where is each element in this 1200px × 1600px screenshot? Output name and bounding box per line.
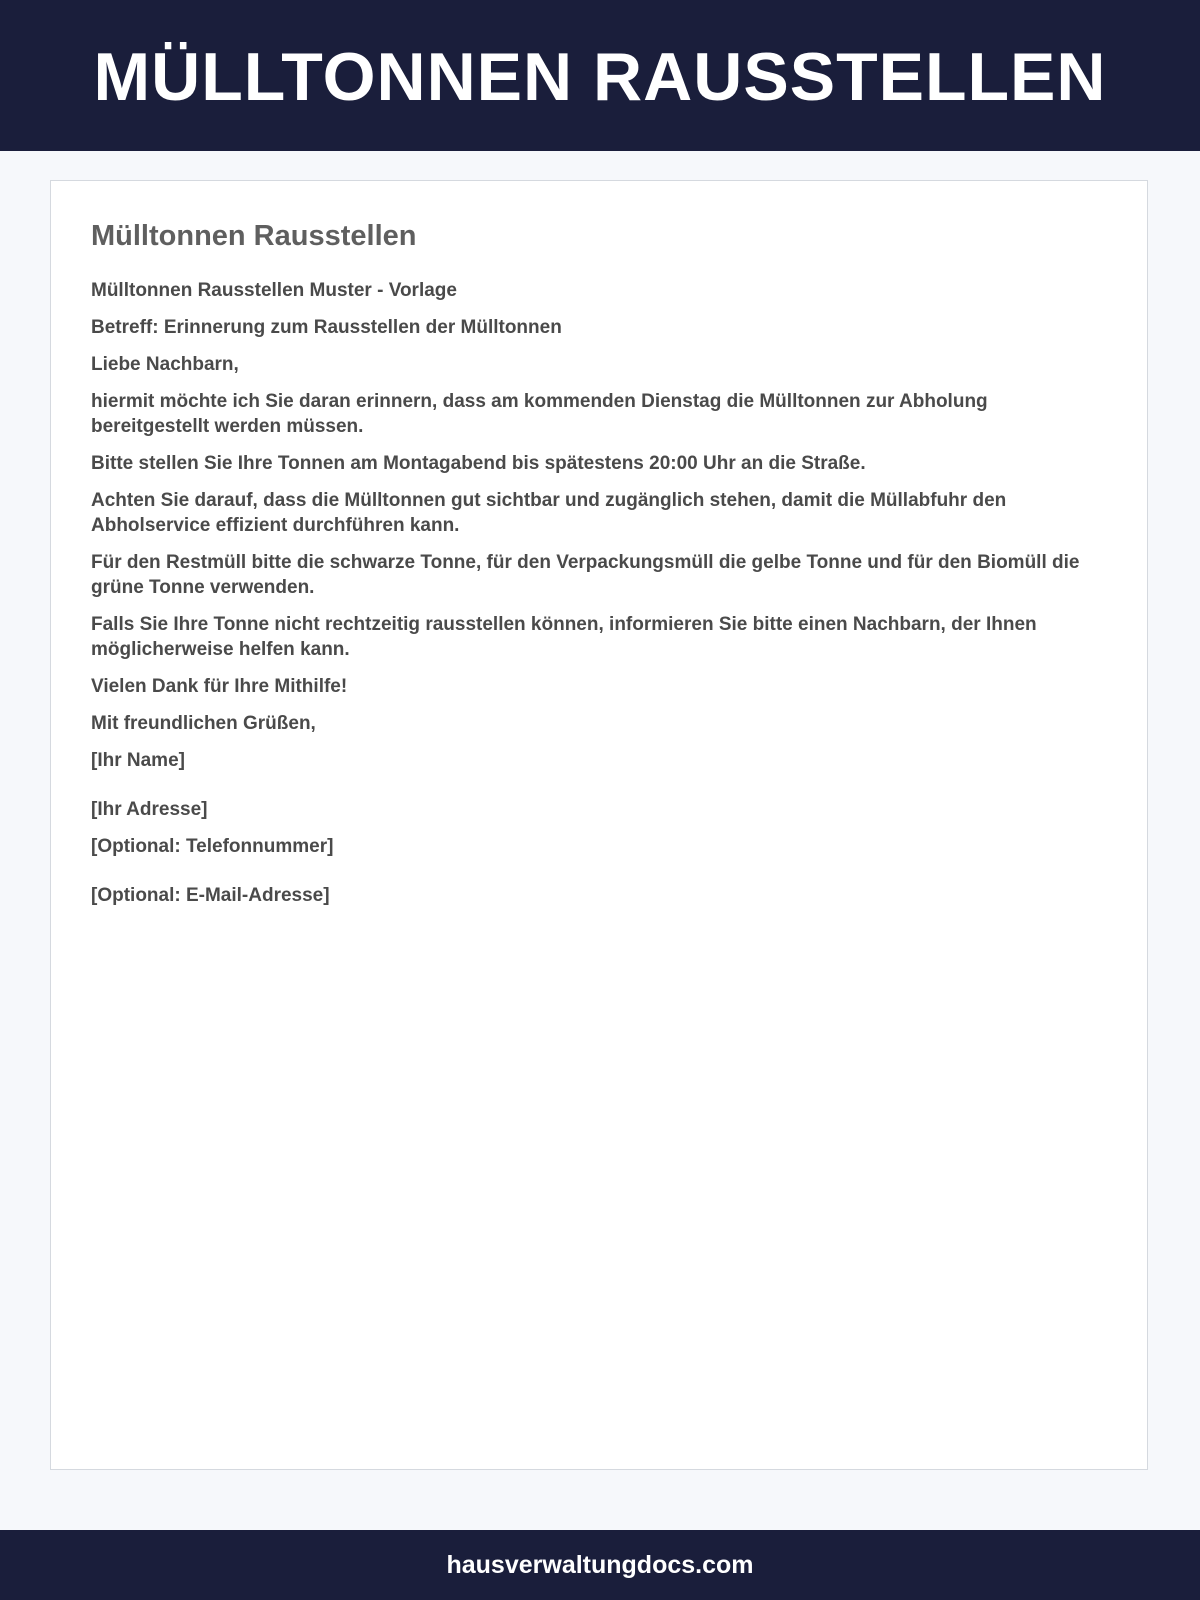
header-banner [0,0,1200,151]
template-subtitle: Mülltonnen Rausstellen Muster - Vorlage [91,279,457,301]
footer-banner [0,1530,1200,1600]
banner-title: MÜLLTONNEN RAUSSTELLEN [93,38,1107,115]
name-placeholder: [Ihr Name] [91,749,185,771]
email-placeholder: [Optional: E-Mail-Adresse] [91,884,330,906]
body-paragraph: hiermit möchte ich Sie daran erinnern, dass am kommenden Dienstag die Mülltonnen zur Abholung bereitgestellt werden müssen. [91,390,988,437]
address-placeholder: [Ihr Adresse] [91,798,208,820]
document-content [91,219,1101,920]
document-card [50,180,1148,1470]
salutation: Liebe Nachbarn, [91,353,239,375]
subject-line: Betreff: Erinnerung zum Rausstellen der Mülltonnen [91,316,562,338]
footer-site-url: hausverwaltungdocs.com [446,1550,754,1579]
document-heading: Mülltonnen Rausstellen [91,220,417,252]
phone-placeholder: [Optional: Telefonnummer] [91,835,334,857]
body-paragraph: Falls Sie Ihre Tonne nicht rechtzeitig rausstellen können, informieren Sie bitte einen Nachbarn, der Ihnen möglicherweise helfen kann. [91,613,1037,660]
body-paragraph: Bitte stellen Sie Ihre Tonnen am Montagabend bis spätestens 20:00 Uhr an die Straße. [91,452,866,474]
thanks-line: Vielen Dank für Ihre Mithilfe! [91,675,348,697]
body-paragraph: Für den Restmüll bitte die schwarze Tonne, für den Verpackungsmüll die gelbe Tonne und für den Biomüll die grüne Tonne verwenden. [91,551,1080,598]
body-paragraph: Achten Sie darauf, dass die Mülltonnen gut sichtbar und zugänglich stehen, damit die Müllabfuhr den Abholservice effizient durchführen kann. [91,489,1007,536]
closing-line: Mit freundlichen Grüßen, [91,712,316,734]
